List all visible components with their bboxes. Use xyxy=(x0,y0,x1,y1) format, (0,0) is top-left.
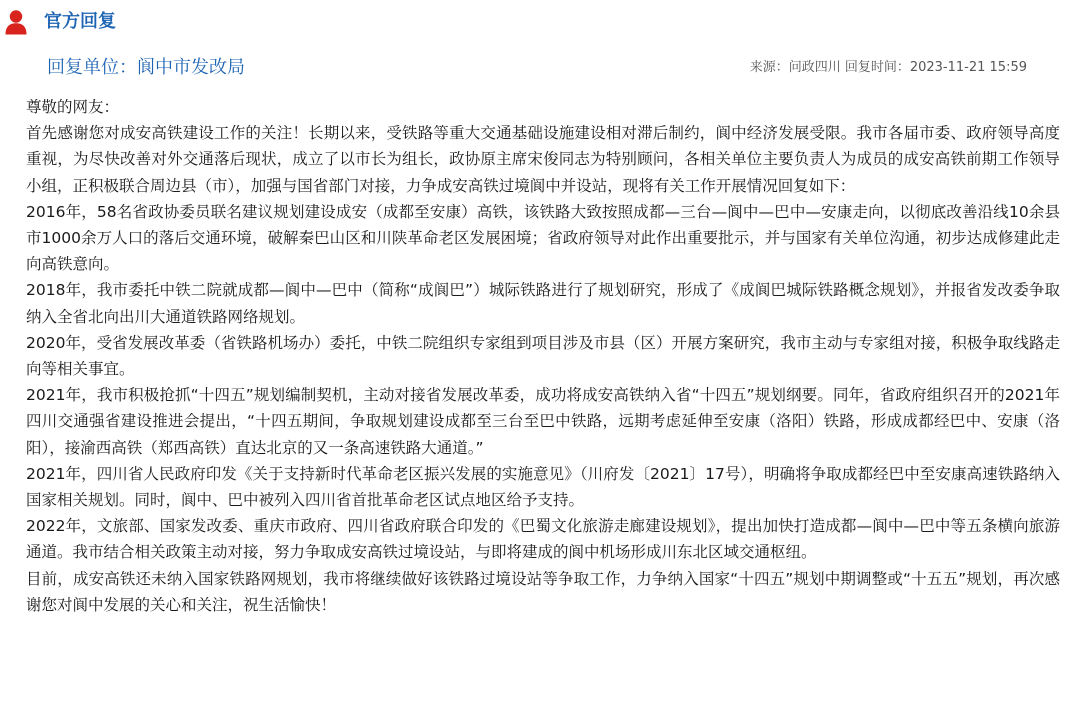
greeting: 尊敬的网友： xyxy=(26,98,120,116)
reply-content xyxy=(26,94,1060,618)
reply-time: 回复时间：2023-11-21 15:59 xyxy=(844,60,1027,75)
paragraph-intro: 首先感谢您对成安高铁建设工作的关注！长期以来，受铁路等重大交通基础设施建设相对滞后制约，阆中经济发展受限。我市各届市委、政府领导高度重视，为尽快改善对外交通落后现状，成立了以市长为组长，政协原主席宋俊同志为特别顾问，各相关单位主要负责人为成员的成安高铁前期工作领导小组，正积极联合周边县（市），加强与国省部门对接，力争成安高铁过境阆中并设站，现将有关工作开展情况回复如下： xyxy=(26,124,1060,195)
paragraph-2016: 2016年，58名省政协委员联名建议规划建设成安（成都至安康）高铁，该铁路大致按照成都—三台—阆中—巴中—安康走向，以彻底改善沿线10余县市1000余万人口的落后交通环境，破解秦巴山区和川陕革命老区发展困境；省政府领导对此作出重要批示，并与国家有关单位沟通，初步达成修建此走向高铁意向。 xyxy=(26,202,1060,274)
paragraph-2021-policy: 2021年，四川省人民政府印发《关于支持新时代革命老区振兴发展的实施意见》（川府发〔2021〕17号），明确将争取成都经巴中至安康高速铁路纳入国家相关规划。同时，阆中、巴中被列入四川省首批革命老区试点地区给予支持。 xyxy=(26,464,1060,510)
paragraph-2020: 2020年，受省发展改革委（省铁路机场办）委托，中铁二院组织专家组到项目涉及市县（区）开展方案研究，我市主动与专家组对接，积极争取线路走向等相关事宜。 xyxy=(26,333,1060,379)
person-icon xyxy=(5,9,27,35)
paragraph-2022: 2022年，文旅部、国家发改委、重庆市政府、四川省政府联合印发的《巴蜀文化旅游走廊建设规划》，提出加快打造成都—阆中—巴中等五条横向旅游通道。我市结合相关政策主动对接，努力争取成安高铁过境设站，与即将建成的阆中机场形成川东北区域交通枢纽。 xyxy=(26,517,1060,562)
reply-meta xyxy=(750,58,1027,78)
paragraph-2021-plan: 2021年，我市积极抢抓“十四五”规划编制契机，主动对接省发展改革委，成功将成安高铁纳入省“十四五”规划纲要。同年，省政府组织召开的2021年四川交通强省建设推进会提出，“十四五期间，争取规划建设成都至三台至巴中铁路，远期考虑延伸至安康（洛阳）铁路，形成成都经巴中、安康（洛阳），接渝西高铁（郑西高铁）直达北京的又一条高速铁路大通道。” xyxy=(26,386,1060,457)
paragraph-closing: 目前，成安高铁还未纳入国家铁路网规划，我市将继续做好该铁路过境设站等争取工作，力争纳入国家“十四五”规划中期调整或“十五五”规划，再次感谢您对阆中发展的关心和关注，祝生活愉快！ xyxy=(26,569,1060,614)
reply-info-row xyxy=(0,52,1080,84)
section-title: 官方回复 xyxy=(44,11,116,32)
paragraph-2018: 2018年，我市委托中铁二院就成都—阆中—巴中（简称“成阆巴”）城际铁路进行了规划研究，形成了《成阆巴城际铁路概念规划》，并报省发改委争取纳入全省北向出川大通道铁路网络规划。 xyxy=(26,281,1060,326)
official-reply-header xyxy=(0,0,1080,44)
reply-source: 来源：问政四川 xyxy=(749,60,841,75)
reply-unit: 回复单位：阆中市发改局 xyxy=(47,57,245,78)
